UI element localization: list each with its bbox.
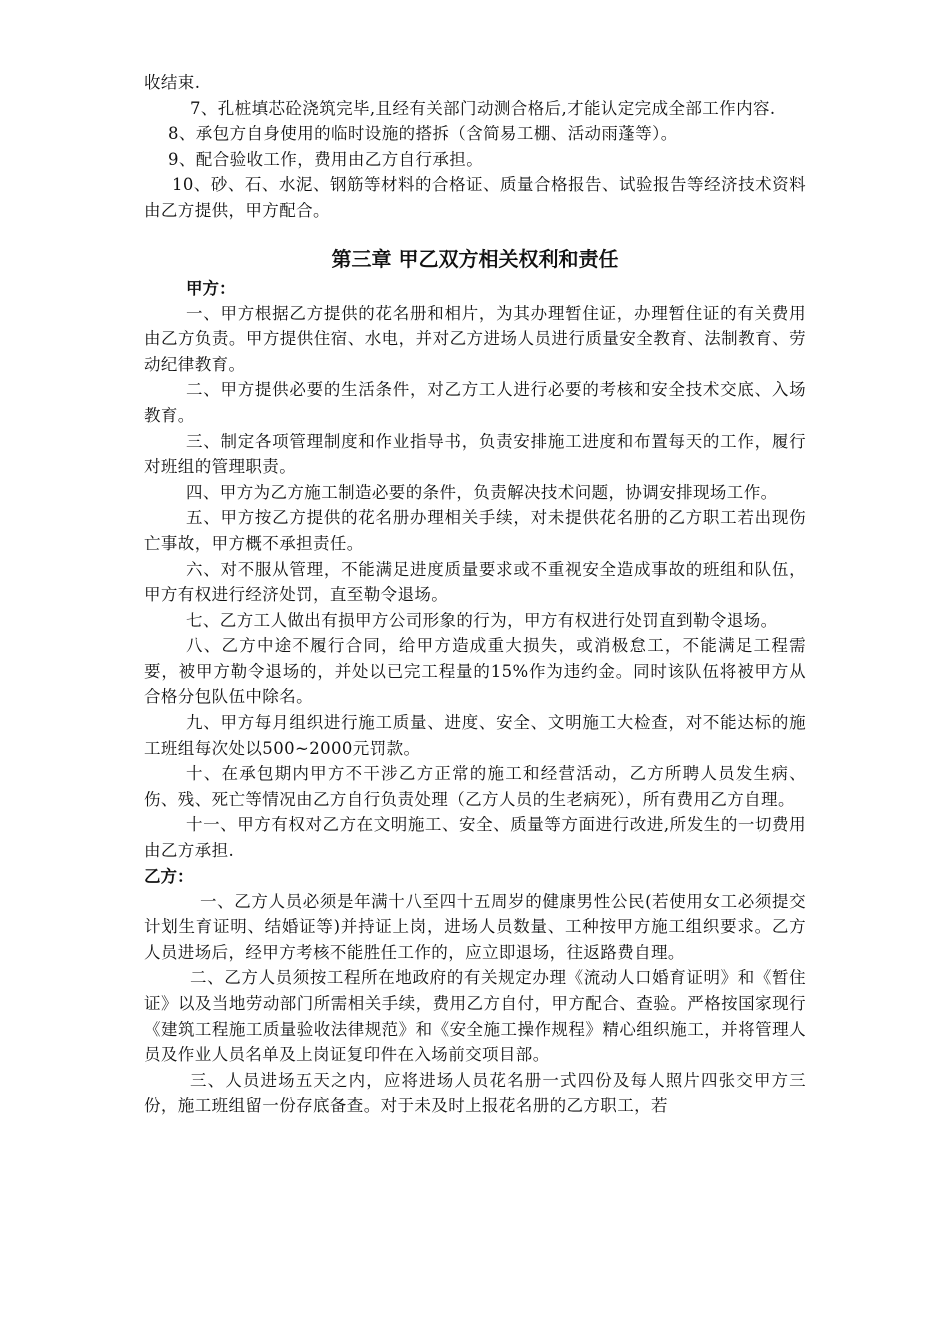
party-b-item: 三、人员进场五天之内，应将进场人员花名册一式四份及每人照片四张交甲方三份，施工班组留一份存底备查。对于未及时上报花名册的乙方职工，若 [144,1070,806,1116]
party-a-item: 二、甲方提供必要的生活条件，对乙方工人进行必要的考核和安全技术交底、入场教育。 [144,380,806,425]
intro-item-7: 7、孔桩填芯砼浇筑完毕,且经有关部门动测合格后,才能认定完成全部工作内容. [190,98,776,118]
chapter-title: 第三章 甲乙双方相关权利和责任 [331,246,619,271]
party-b-item: 二、乙方人员须按工程所在地政府的有关规定办理《流动人口婚育证明》和《暂住证》以及当地劳动部门所需相关手续，费用乙方自付，甲方配合、查验。严格按国家现行《建筑工程施工质量验收法律规范》和《安全施工操作规程》精心组织施工，并将管理人员及作业人员名单及上岗证复印件在入场前交项目部。 [144,968,806,1065]
party-a-item: 九、甲方每月组织进行施工质量、进度、安全、文明施工大检查，对不能达标的施工班组每次处以500~2000元罚款。 [144,713,806,758]
party-a-item: 十、在承包期内甲方不干涉乙方正常的施工和经营活动，乙方所聘人员发生病、伤、残、死亡等情况由乙方自行负责处理（乙方人员的生老病死），所有费用乙方自理。 [144,764,806,809]
intro-item-10: 10、砂、石、水泥、钢筋等材料的合格证、质量合格报告、试验报告等经济技术资料由乙方提供，甲方配合。 [144,175,806,220]
party-a-item: 三、制定各项管理制度和作业指导书，负责安排施工进度和布置每天的工作，履行对班组的管理职责。 [144,431,806,477]
party-a-item: 一、甲方根据乙方提供的花名册和相片，为其办理暂住证，办理暂住证的有关费用由乙方负责。甲方提供住宿、水电，并对乙方进场人员进行质量安全教育、法制教育、劳动纪律教育。 [144,303,806,374]
party-a-item: 四、甲方为乙方施工制造必要的条件，负责解决技术问题，协调安排现场工作。 [186,482,778,502]
party-a-item: 八、乙方中途不履行合同，给甲方造成重大损失，或消极怠工，不能满足工程需要，被甲方勒令退场的，并处以已完工程量的15%作为违约金。同时该队伍将被甲方从合格分包队伍中除名。 [144,636,806,707]
party-a-item: 十一、甲方有权对乙方在文明施工、安全、质量等方面进行改进,所发生的一切费用由乙方承担. [144,815,806,861]
party-a-label: 甲方： [186,278,236,298]
intro-item-9: 9、配合验收工作，费用由乙方自行承担。 [168,149,484,169]
party-b-label: 乙方： [144,866,194,886]
party-a-item: 六、对不服从管理，不能满足进度质量要求或不重视安全造成事故的班组和队伍，甲方有权进行经济处罚，直至勒令退场。 [144,559,806,605]
document-body [144,70,806,1119]
party-a-item: 五、甲方按乙方提供的花名册办理相关手续，对未提供花名册的乙方职工若出现伤亡事故，甲方概不承担责任。 [144,508,806,553]
intro-item-8: 8、承包方自身使用的临时设施的搭拆（含简易工棚、活动雨蓬等）。 [168,124,678,144]
intro-line-0: 收结束. [144,73,201,92]
party-b-item: 一、乙方人员必须是年满十八至四十五周岁的健康男性公民(若使用女工必须提交计划生育证明、结婚证等)并持证上岗，进场人员数量、工种按甲方施工组织要求。乙方人员进场后，经甲方考核不能胜任工作的，应立即退场，往返路费自理。 [144,891,806,962]
party-a-item: 七、乙方工人做出有损甲方公司形象的行为，甲方有权进行处罚直到勒令退场。 [186,610,778,630]
